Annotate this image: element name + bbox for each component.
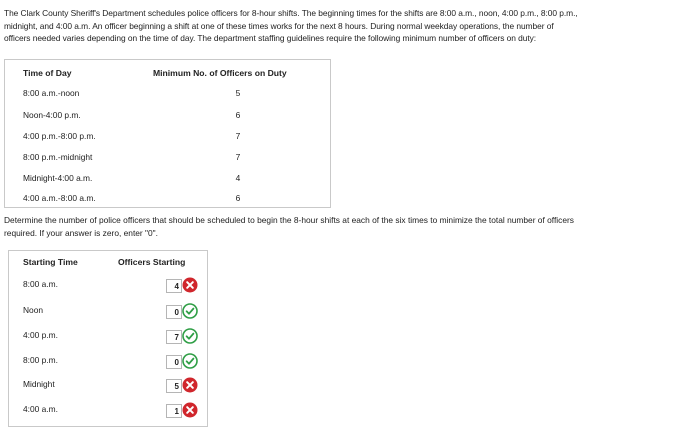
- check-circle-icon: [182, 353, 198, 369]
- question-prompt: [4, 214, 694, 239]
- officers-starting-input[interactable]: [166, 355, 182, 369]
- column-header-officers-starting: Officers Starting: [118, 257, 186, 267]
- problem-line: officers needed varies depending on the time of day. The department staffing guidelines require the following minimum number of officers on duty:: [4, 33, 537, 44]
- problem-line: midnight, and 4:00 a.m. An officer beginning a shift at one of these times works for the next 8 hours. During normal weekday operations, the number of: [4, 20, 554, 31]
- duty-row-time: 4:00 p.m.-8:00 p.m.: [23, 131, 96, 141]
- column-header-starting-time: Starting Time: [23, 257, 78, 267]
- question-line: required. If your answer is zero, enter "0".: [4, 227, 158, 238]
- problem-description: [4, 7, 698, 45]
- check-circle-icon: [182, 328, 198, 344]
- officers-starting-input[interactable]: [166, 330, 182, 344]
- officers-starting-input[interactable]: [166, 279, 182, 293]
- answer-row-time: 8:00 a.m.: [23, 279, 58, 289]
- duty-row-minimum: 7: [235, 152, 241, 162]
- check-circle-icon: [182, 303, 198, 319]
- duty-row-minimum: 6: [235, 193, 241, 203]
- duty-row-time: Noon-4:00 p.m.: [23, 110, 81, 120]
- x-circle-icon: [182, 277, 198, 293]
- x-circle-icon: [182, 402, 198, 418]
- duty-row-time: Midnight-4:00 a.m.: [23, 173, 93, 183]
- duty-row-time: 4:00 a.m.-8:00 a.m.: [23, 193, 96, 203]
- duty-row-minimum: 4: [235, 173, 241, 183]
- officers-starting-input[interactable]: [166, 305, 182, 319]
- duty-row-minimum: 5: [235, 88, 241, 98]
- x-circle-icon: [182, 377, 198, 393]
- answer-row-time: Midnight: [23, 379, 55, 389]
- answer-row-time: Noon: [23, 305, 44, 315]
- question-line: Determine the number of police officers that should be scheduled to begin the 8-hour shifts at each of the six times to minimize the total number of officers: [4, 215, 574, 225]
- duty-row-time: 8:00 p.m.-midnight: [23, 152, 93, 162]
- officers-starting-input[interactable]: [166, 404, 182, 418]
- column-header-minimum-officers: Minimum No. of Officers on Duty: [153, 68, 287, 78]
- answer-row-time: 4:00 a.m.: [23, 404, 58, 414]
- duty-row-minimum: 6: [235, 110, 241, 120]
- duty-row-minimum: 7: [235, 131, 241, 141]
- answer-row-time: 4:00 p.m.: [23, 330, 58, 340]
- officers-starting-input[interactable]: [166, 379, 182, 393]
- column-header-time-of-day: Time of Day: [23, 68, 72, 78]
- problem-line: The Clark County Sheriff's Department schedules police officers for 8-hour shifts. The beginning times for the shifts are 8:00 a.m., noon, 4:00 p.m., 8:00 p.m.,: [4, 8, 578, 18]
- answer-row-time: 8:00 p.m.: [23, 355, 58, 365]
- duty-row-time: 8:00 a.m.-noon: [23, 88, 80, 98]
